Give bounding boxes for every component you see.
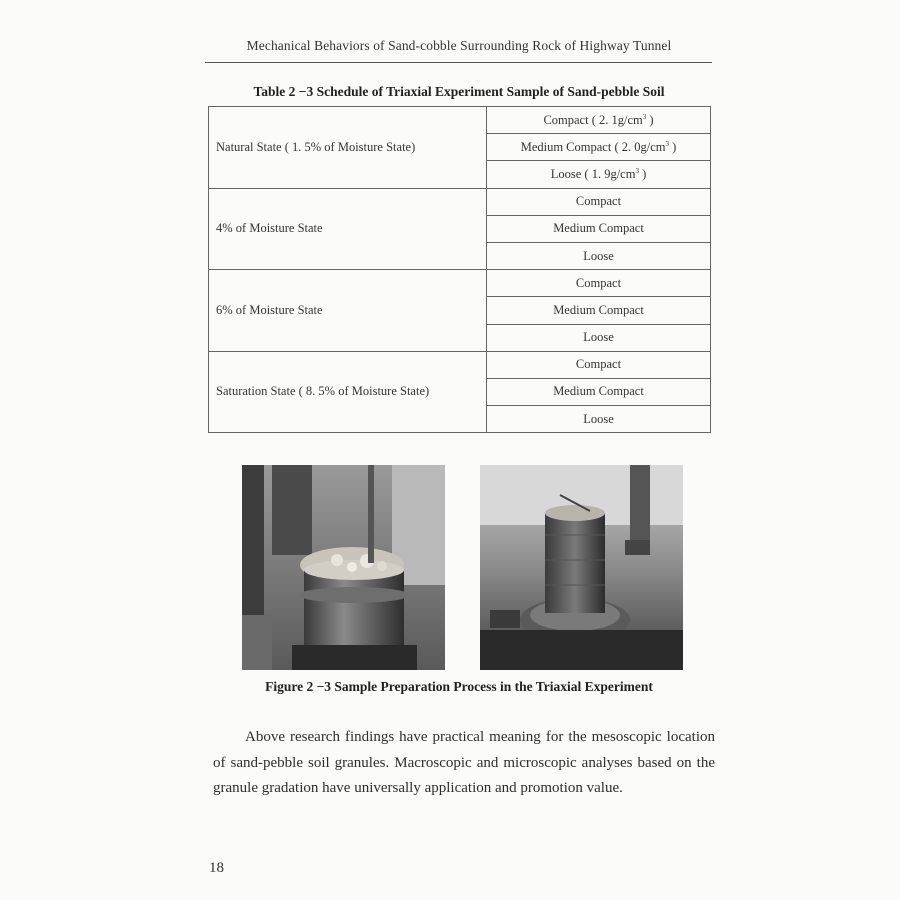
photo-illustration [242, 465, 445, 670]
sub-cell: Loose [487, 242, 711, 269]
cell-text: Loose ( 1. 9g/cm [550, 166, 636, 181]
sub-cell: Compact [487, 188, 711, 215]
cell-text: Medium Compact ( 2. 0g/cm [520, 139, 666, 154]
sub-cell: Medium Compact [487, 297, 711, 324]
sub-cell: Medium Compact [487, 378, 711, 405]
cell-suffix: ) [649, 112, 654, 127]
header-rule [205, 62, 712, 63]
running-header: Mechanical Behaviors of Sand-cobble Surrounding Rock of Highway Tunnel [246, 38, 672, 53]
superscript: 3 [642, 112, 647, 121]
group-label-6pct: 6% of Moisture State [209, 270, 487, 352]
table-row [209, 351, 711, 378]
table-row [209, 188, 711, 215]
body-paragraph: Above research findings have practical meaning for the mesoscopic location of sand-pebble soil granules. Macroscopic and microscopic analyses based on the granule gradation have universally application and promotion value. [213, 729, 715, 796]
table-row [209, 107, 711, 134]
superscript: 3 [665, 139, 669, 148]
sub-cell: Compact [487, 351, 711, 378]
sub-cell [487, 161, 711, 188]
superscript: 3 [635, 166, 639, 175]
cell-text: Compact ( 2. 1g/cm [543, 112, 643, 127]
group-label-natural: Natural State ( 1. 5% of Moisture State) [209, 107, 487, 189]
photo-illustration [480, 465, 683, 670]
cell-suffix: ) [672, 139, 677, 154]
group-label-saturation: Saturation State ( 8. 5% of Moisture State) [209, 351, 487, 433]
sub-cell: Medium Compact [487, 215, 711, 242]
sub-cell [487, 107, 711, 134]
table-caption: Table 2 −3 Schedule of Triaxial Experiment Sample of Sand-pebble Soil [253, 84, 665, 99]
sub-cell: Compact [487, 270, 711, 297]
sample-schedule-table [208, 106, 711, 433]
table-row [209, 270, 711, 297]
cell-suffix: ) [642, 166, 647, 181]
group-label-4pct: 4% of Moisture State [209, 188, 487, 270]
triaxial-sample-assembled-photo [480, 465, 683, 670]
sub-cell: Loose [487, 324, 711, 351]
figure-caption: Figure 2 −3 Sample Preparation Process in the Triaxial Experiment [265, 679, 653, 694]
page-number: 18 [209, 860, 224, 876]
triaxial-sample-mold-photo [242, 465, 445, 670]
sub-cell [487, 134, 711, 161]
sub-cell: Loose [487, 406, 711, 433]
